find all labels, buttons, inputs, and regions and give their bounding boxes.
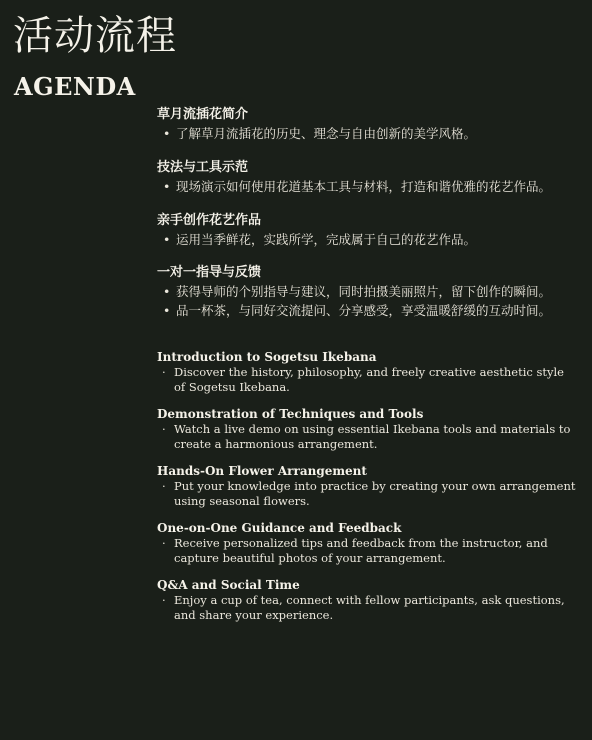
en-agenda-bullet: · Enjoy a cup of tea, connect with fellow participants, ask questions, and share your experience. <box>162 593 565 622</box>
page-title-chinese: 活动流程 <box>13 13 177 59</box>
zh-agenda-bullet: • 现场演示如何使用花道基本工具与材料，打造和谐优雅的花艺作品。 <box>163 179 552 194</box>
zh-agenda-item-guidance <box>157 264 577 320</box>
en-agenda-item-handson <box>157 464 577 508</box>
page-title-english: AGENDA <box>14 72 136 101</box>
en-agenda-heading: One-on-One Guidance and Feedback <box>157 521 402 535</box>
en-agenda-heading: Introduction to Sogetsu Ikebana <box>157 350 377 364</box>
zh-agenda-bullet: • 获得导师的个别指导与建议，同时拍摄美丽照片，留下创作的瞬间。 <box>163 284 552 299</box>
en-agenda-bullet: · Receive personalized tips and feedback from the instructor, and capture beautiful photos of your arrangement. <box>162 536 548 565</box>
en-agenda-bullet: · Put your knowledge into practice by creating your own arrangement using seasonal flowers. <box>162 479 576 508</box>
en-agenda-item-demo <box>157 407 577 451</box>
zh-agenda-bullet: • 品一杯茶，与同好交流提问、分享感受，享受温暖舒缓的互动时间。 <box>163 303 552 318</box>
en-agenda-heading: Demonstration of Techniques and Tools <box>157 407 424 421</box>
en-agenda-bullet: · Watch a live demo on using essential Ikebana tools and materials to create a harmonious arrangement. <box>162 422 571 451</box>
en-agenda-item-guidance <box>157 521 577 565</box>
zh-agenda-bullet: • 了解草月流插花的历史、理念与自由创新的美学风格。 <box>163 126 477 141</box>
zh-agenda-heading: 一对一指导与反馈 <box>157 265 262 280</box>
en-agenda-item-qa <box>157 578 577 622</box>
en-agenda-item-intro <box>157 350 577 394</box>
zh-agenda-item-demo <box>157 159 577 196</box>
zh-agenda-heading: 草月流插花简介 <box>157 107 249 122</box>
en-agenda-heading: Hands-On Flower Arrangement <box>157 464 367 478</box>
zh-agenda-item-intro <box>157 106 577 143</box>
en-agenda-heading: Q&A and Social Time <box>157 578 300 592</box>
zh-agenda-heading: 技法与工具示范 <box>157 160 249 175</box>
en-agenda-bullet: · Discover the history, philosophy, and freely creative aesthetic style of Sogetsu Ikebana. <box>162 365 564 394</box>
zh-agenda-item-handson <box>157 212 577 249</box>
zh-agenda-heading: 亲手创作花艺作品 <box>157 213 262 228</box>
zh-agenda-bullet: • 运用当季鲜花，实践所学，完成属于自己的花艺作品。 <box>163 232 477 247</box>
